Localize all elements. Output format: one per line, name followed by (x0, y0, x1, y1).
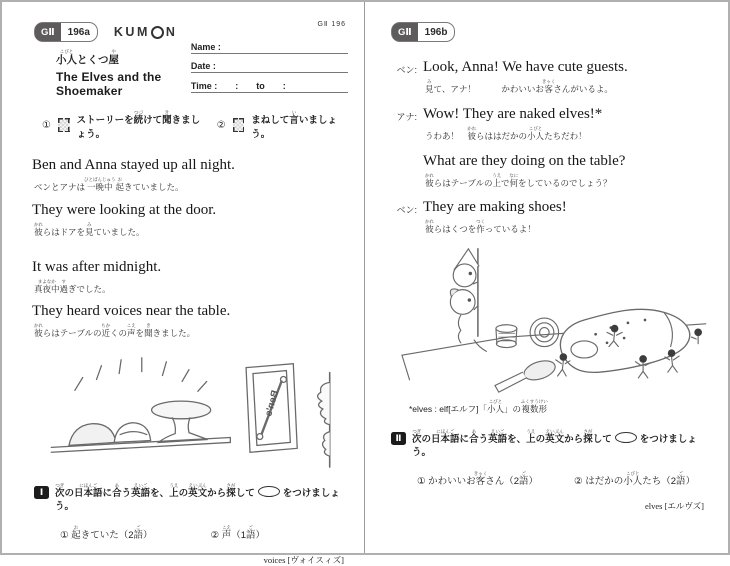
circle-mark-icon (258, 486, 280, 497)
question-prompt: 次つぎの日本語にほんごに合あう英語えいごを、上うえの英文えいぶんから探さがして をつけましょう。 (55, 483, 340, 513)
speaker-label: ベン: (396, 205, 417, 216)
sentence-pair (32, 156, 348, 193)
section-marker: Ⅱ (391, 432, 406, 445)
level-badge (34, 22, 98, 42)
japanese-translation: 彼かれらはテーブルの上うえで何なにをしているのでしょう？ (425, 172, 612, 188)
english-sentence: They were looking at the door. (32, 201, 217, 218)
instruction-number: ② (216, 119, 226, 131)
instructions (42, 110, 348, 140)
page-ref: GⅡ 196 (317, 21, 346, 28)
japanese-translation: うわあ！ 彼かれらははだかの小人こびとたちだわ！ (425, 125, 587, 141)
name-block (191, 34, 348, 93)
date-field[interactable] (191, 54, 348, 74)
illustration-hats-door (31, 347, 347, 469)
dialogue-line (387, 105, 714, 142)
instruction-text: ストーリーを続つづけて聞ききましょう。 (76, 110, 201, 140)
kumon-logo-left: KUM (113, 25, 150, 39)
badge-number: 196b (424, 26, 448, 38)
answer-item-1[interactable]: ① 起おきていた（2語ご） (60, 524, 153, 541)
kumon-logo (114, 25, 178, 39)
page-196a (2, 2, 365, 565)
header (30, 22, 348, 98)
speaker-label: アナ: (396, 111, 417, 122)
japanese-translation: 彼かれらはテーブルの近ちかくの声こえを聞ききました。 (34, 323, 196, 339)
speaker-label: ベン: (396, 65, 417, 75)
answer-items (417, 471, 714, 487)
sentence-pair (32, 302, 348, 339)
english-sentence: It was after midnight. (32, 258, 162, 275)
answer-items (60, 525, 348, 541)
door-sign-mirrored: Ben's (263, 389, 282, 418)
speaker-label (387, 152, 417, 189)
exercise-II (387, 429, 714, 512)
date-label: Date : (190, 61, 216, 71)
japanese-translation: ベンとアナは一晩中ひとばんじゅう起おきていました。 (34, 177, 184, 192)
dialogue-line (387, 152, 714, 189)
title-japanese: 小人こびととくつ屋や (56, 49, 119, 66)
japanese-translation: 彼かれらはドアを見みていました。 (34, 221, 145, 237)
exercise-I (30, 483, 348, 566)
time-field[interactable]: Time : : to : (191, 73, 348, 93)
dialogue (387, 58, 714, 235)
name-field[interactable] (191, 34, 348, 54)
section-marker: Ⅰ (34, 486, 49, 499)
answer-item-2[interactable]: ② はだかの小人こびとたち（2語ご） (574, 470, 696, 487)
pronunciation-note: elves [エルヴズ] (645, 500, 704, 511)
english-line: Look, Anna! We have cute guests. (423, 59, 628, 75)
japanese-translation: 見みて、アナ！ かわいいお客きゃくさんがいるよ。 (425, 79, 613, 94)
japanese-translation: 彼かれらはくつを作つくっているよ！ (425, 219, 536, 235)
english-sentence: Ben and Anna stayed up all night. (32, 157, 235, 173)
pronunciation-note: voices [ヴォイスィズ] (263, 554, 344, 565)
story-text (32, 156, 348, 339)
kumon-o-icon (151, 26, 164, 39)
level-badge (391, 22, 455, 42)
badge-number: 196a (67, 26, 90, 38)
english-line: What are they doing on the table? (423, 152, 626, 169)
instruction-text: まねして言いいましょう。 (251, 110, 337, 140)
illustration-elves-shoe (391, 245, 711, 395)
sentence-pair (32, 258, 348, 295)
vocabulary-note: *elves : elf[エルフ]「小人こびと」の複数形ふくすうけい (409, 399, 548, 415)
audio-sticker-slot[interactable] (58, 118, 70, 132)
audio-sticker-slot[interactable] (233, 118, 245, 132)
kumon-logo-right: N (165, 25, 178, 39)
answer-item-2[interactable]: ② 声こえ（1語ご） (210, 524, 266, 541)
japanese-translation: 真夜中まよなか過すぎでした。 (34, 278, 111, 294)
english-line: They are making shoes! (423, 199, 567, 216)
dialogue-line (387, 198, 714, 235)
circle-mark-icon (615, 432, 637, 443)
instruction-number: ① (42, 119, 51, 131)
dialogue-line (387, 58, 714, 95)
time-label: Time : (190, 80, 218, 91)
page-196b (365, 2, 728, 553)
question-prompt: 次つぎの日本語にほんごに合あう英語えいごを、上うえの英文えいぶんから探さがして をつけましょう。 (412, 429, 697, 459)
badge-level: GⅡ (392, 23, 418, 41)
title-english: The Elves and the Shoemaker (56, 70, 162, 98)
badge-level: GⅡ (35, 23, 61, 41)
sentence-pair (32, 201, 348, 238)
answer-item-1[interactable]: ① かわいいお客きゃくさん（2語ご） (417, 470, 539, 487)
english-sentence: They heard voices near the table. (32, 303, 231, 320)
name-label: Name : (190, 41, 221, 52)
english-line: Wow! They are naked elves!* (423, 105, 603, 122)
